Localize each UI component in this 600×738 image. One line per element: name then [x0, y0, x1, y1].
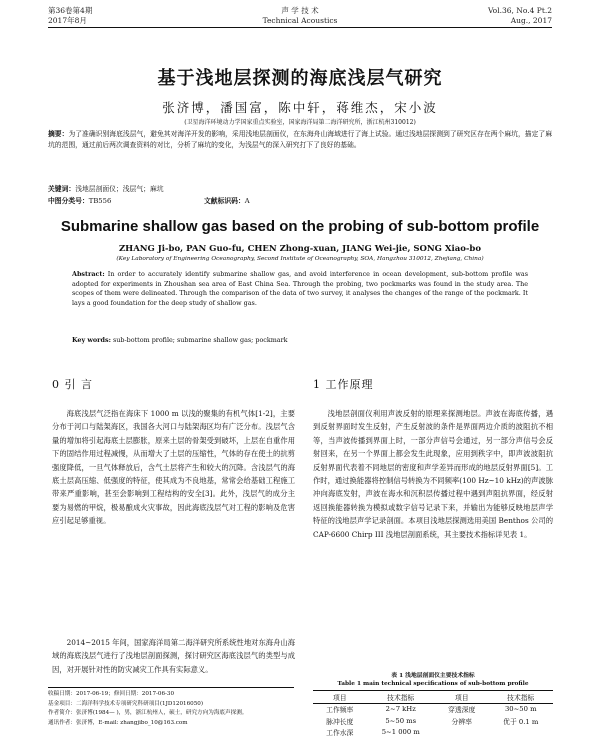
- footnote-funding: 基金项目：二海洋科学技术专项研究科研项目(1JD12016050): [48, 700, 203, 707]
- table-header-cell: 项目: [454, 693, 469, 702]
- journal-date-en: Aug., 2017: [510, 16, 552, 25]
- table-row: [313, 715, 553, 727]
- footnote-rule: [48, 687, 294, 688]
- table-cell: 2~7 kHz: [385, 705, 416, 714]
- authors-en: ZHANG Ji-bo, PAN Guo-fu, CHEN Zhong-xuan, JIANG Wei-jie, SONG Xiao-bo: [118, 244, 482, 254]
- table-1-caption-en: Table 1 main technical specifications of sub-bottom profile: [337, 681, 529, 687]
- abstract-cn: [48, 129, 552, 150]
- table-cell: 30~50 m: [504, 705, 537, 714]
- table-cell: [435, 727, 489, 738]
- table-1-caption-cn: 表 1 浅地层剖面仪主要技术指标: [391, 673, 475, 679]
- keywords-en: [72, 336, 528, 346]
- abstract-cn-label: 摘要：: [48, 130, 69, 138]
- table-header-cell: 技术指标: [507, 693, 535, 702]
- table-header-row: [313, 691, 553, 704]
- abstract-en-label: Abstract:: [72, 270, 105, 278]
- journal-volume: Vol.36, No.4 Pt.2: [487, 6, 552, 15]
- section-0-paragraph-1: 海底浅层气泛指在海床下 1000 m 以浅的聚集的有机气体[1-2]，主要分布于河口与陆架海区，我国各大河口与陆架海区均有广泛分布。浅层气含量的增加将引起海底土层膨胀，原来土层的骨架受到破坏，上层在自重作用下的固结作用过程减慢，从而增大了土层的压缩性，气体的存在使土的抗剪强度降低，一旦气体释放后，含气土层将产生和较大的沉降。含浅层气的海底土层高压缩、低强度的特征，使其成为不良地基，常常会给基础工程施工带来严重影响，甚至会影响到工程结构的安全[3]。此外，浅层气的成分主要为易燃的甲烷，极易酿成火灾事故，因此海底浅层气对工程的影响及危害应引起足够重视。: [52, 409, 295, 526]
- table-cell: 脉冲长度: [326, 717, 354, 726]
- document-code: [204, 196, 250, 207]
- section-0-paragraph-2: 2014~2015 年间，国家海洋局第二海洋研究所系统性地对东海舟山海域的海底浅层气进行了浅地层剖面探测，探讨研究区海底浅层气的类型与成因，对开展针对性的防灾减灾工作具有实际意义。: [52, 638, 295, 674]
- section-1-paragraph-1: 浅地层剖面仪利用声波反射的原理来探测地层。声波在海底传播，遇到反射界面时发生反射，产生反射波的条件是界面两边介质的波阻抗不相等，当声波传播到界面上时，一部分声信号会通过，另一部分声信号会反射回来，在另一个界面上都会发生此现象，应用到秩字中，即声波波阻抗反射界面代表着不同地层的密度和声学差异而形成的地层反射界面[5]。工作时，通过换能器将控制信号转换为不同频率(100 Hz~10 kHz)的声波脉冲向海底发射，声波在海水和沉积层传播过程中遇到声阻抗界面，经反射返回换能器转换为模拟或数字信号记录下来，并输出为能够反映地层声学特征的浅地层声学记录剖面。本项目浅地层探测选用美国 Benthos 公司的 CAP-6600 Chirp III 浅地层剖面系统，其主要技术指标详见表 1。: [313, 409, 553, 539]
- clc-value: TB556: [88, 197, 112, 205]
- keywords-cn-label: 关键词：: [48, 185, 76, 193]
- keywords-cn: [48, 184, 552, 195]
- paper-title-en: Submarine shallow gas based on the probing of sub-bottom profile: [60, 218, 540, 235]
- abstract-en-text: In order to accurately identify submarine shallow gas, and avoid interference in ocean development, sub-bottom profile was adopted for experiments in Zhoushan sea area of East China Sea. Through the probing, two pockmarks was found in the study area. The scopes of them were delineated. Through the comparison of the data of two survey, it analyses the changes of the range of the pockmark. It lays a good foundation for the deep study of shallow gas.: [72, 270, 528, 307]
- table-cell: 分辨率: [451, 717, 472, 726]
- table-header-cell: 技术指标: [387, 693, 415, 702]
- affiliation-en: (Key Laboratory of Engineering Oceanography, Second Institute of Oceanography, SOA, Hangzhou 310012, Zhejiang, China): [116, 256, 484, 262]
- journal-issue-cn: 第36卷第4期: [48, 6, 93, 15]
- section-1-heading: 1 工作原理: [313, 378, 374, 391]
- keywords-en-label: Key words:: [72, 336, 111, 344]
- table-header-cell: 项目: [332, 693, 347, 702]
- abstract-en: [72, 270, 528, 308]
- footnote-contact: 通讯作者：张济博，E-mail: zhangjibo_10@163.com: [48, 719, 188, 726]
- doc-code-label: 文献标识码：: [204, 197, 245, 205]
- table-1: [313, 690, 553, 738]
- spec-table: [313, 690, 553, 738]
- authors-cn: 张济博，潘国富，陈中轩，蒋维杰，宋小波: [162, 100, 438, 115]
- table-cell: 工作水深: [326, 729, 354, 738]
- journal-date-cn: 2017年8月: [48, 16, 87, 25]
- clc-label: 中图分类号：: [48, 197, 89, 205]
- keywords-en-text: sub-bottom profile; submarine shallow gas; pockmark: [113, 336, 288, 344]
- affiliation-cn: (卫星海洋环境动力学国家重点实验室，国家海洋局第二海洋研究所，浙江杭州310012): [184, 119, 416, 126]
- table-cell: 工作频率: [326, 706, 354, 715]
- keywords-cn-text: 浅地层剖面仪；浅层气；麻坑: [75, 185, 164, 193]
- table-cell: [489, 727, 554, 738]
- abstract-cn-text: 为了准确识别海底浅层气，避免其对海洋开发的影响，采用浅地层剖面仪，在东海舟山海域进行了海上试验。通过浅地层探测到了研究区存在两个麻坑，描定了麻坑的范围，通过前后两次调查资料的对比，分析了麻坑的变化，为浅层气的深入研究打下了良好的基础。: [48, 130, 553, 149]
- table-cell: 5~1 000 m: [381, 728, 420, 737]
- section-0-heading: 0 引 言: [52, 378, 93, 391]
- table-row: [313, 727, 553, 738]
- footnote-received: 收稿日期：2017-06-19；修回日期：2017-06-30: [48, 691, 175, 697]
- table-row: [313, 703, 553, 715]
- footnote-author-bio: 作者简介：张济博(1984— )，男，浙江杭州人，硕士，研究方向为海底声探测。: [48, 710, 248, 716]
- footnote: [48, 690, 298, 728]
- table-cell: 优于 0.1 m: [503, 717, 539, 726]
- clc-number: [48, 196, 111, 207]
- header-rule: [48, 27, 552, 28]
- table-cell: 穿透深度: [448, 706, 476, 715]
- journal-name-cn: 声 学 技 术: [281, 6, 319, 15]
- doc-code-value: A: [244, 197, 250, 205]
- table-cell: 5~50 ms: [385, 716, 417, 725]
- paper-title-cn: 基于浅地层探测的海底浅层气研究: [157, 68, 443, 89]
- journal-name-en: Technical Acoustics: [262, 16, 338, 25]
